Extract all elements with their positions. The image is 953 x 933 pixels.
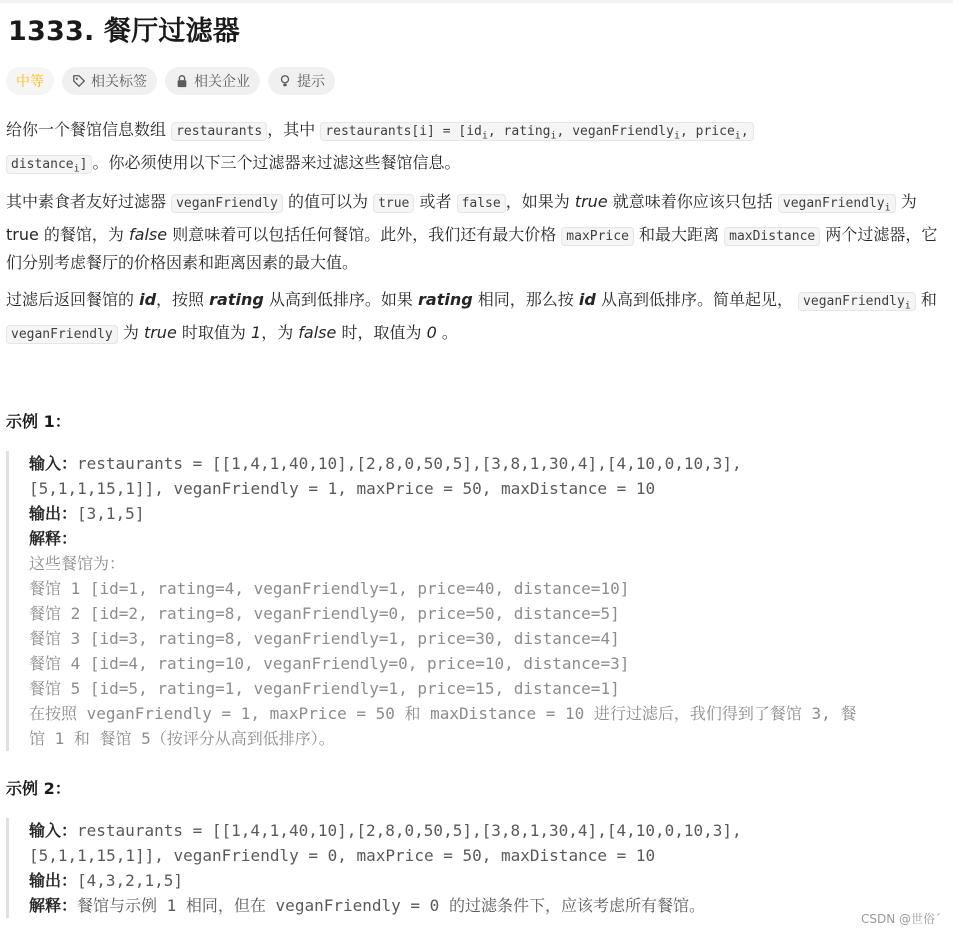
inline-code: veganFriendly [6, 325, 118, 344]
inline-code: distance$_i$] [6, 155, 92, 174]
example-1-block: 输入：restaurants = [[1,4,1,40,10],[2,8,0,50,5],[3,8,1,30,4],[4,10,0,10,3], [5,1,1,15,1]], veganFriendly = 1, maxPrice = 50, maxDistance = 10 输出：[3,1,5] 解释： 这些餐馆为： 餐馆 1 [id=1, rating=4, veganFriendly=1, price=40, distance=10] 餐馆 2 [id=2, rating=8, veganFriendly=0, price=50, distance=5] 餐馆 3 [id=3, rating=8, veganFriendly=1, price=30, distance=4] 餐馆 4 [id=4, rating=10, veganFriendly=0, price=10, distance=3] 餐馆 5 [id=5, rating=1, veganFriendly=1, price=15, distance=1] 在按照 veganFriendly = 1, maxPrice = 50 和 maxDistance = 10 进行过滤后，我们得到了餐馆 3, 餐 馆 1 和 餐馆 5（按评分从高到低排序）。 [6, 451, 941, 751]
hint-label: 提示 [297, 74, 325, 90]
top-divider [0, 0, 953, 3]
description-paragraph-2: 其中素食者友好过滤器 veganFriendly 的值可以为 true 或者 false ，如果为 true 就意味着你应该只包括 veganFriendly$_i$ 为 true 的餐馆，为 false 则意味着可以包括任何餐馆。此外，我们还有最大价格 maxPrice 和最大距离 maxDistance 两个过滤器，它们分别考虑餐厅的价格因素和距离因素的最大值。 [6, 192, 938, 272]
related-companies-button[interactable] [165, 67, 260, 95]
lock-icon [175, 74, 189, 88]
output-label: 输出： [29, 871, 78, 890]
example-1-heading: 示例 1： [6, 412, 71, 431]
related-topics-button[interactable] [62, 67, 157, 95]
inline-code: veganFriendly$_i$ [798, 292, 916, 311]
related-companies-label: 相关企业 [194, 74, 250, 90]
input-label: 输入： [29, 454, 78, 473]
explanation-label: 解释： [29, 529, 78, 548]
input-label: 输入： [29, 821, 78, 840]
inline-code: false [457, 194, 506, 213]
inline-code: restaurants[i] = [$id_i$, rating$_i$, veganFriendly$_i$, price$_i$, [320, 122, 753, 141]
inline-code: restaurants [171, 122, 267, 141]
tag-icon [72, 74, 86, 88]
explanation-label: 解释： [29, 896, 78, 915]
output-label: 输出： [29, 504, 78, 523]
example-2-heading: 示例 2： [6, 779, 71, 798]
inline-code: maxPrice [561, 227, 634, 246]
description-paragraph-3: 过滤后返回餐馆的 id，按照 rating 从高到低排序。如果 rating 相同，那么按 id 从高到低排序。简单起见， veganFriendly$_i$ 和 veganFriendly 为 true 时取值为 1，为 false 时，取值为 0 。 [6, 290, 937, 342]
difficulty-badge[interactable] [6, 67, 54, 95]
related-topics-label: 相关标签 [91, 74, 147, 90]
inline-code: maxDistance [724, 227, 820, 246]
tag-bar [6, 67, 335, 95]
difficulty-label: 中等 [16, 74, 44, 90]
watermark: CSDN @世俗ˊ [857, 910, 945, 927]
hint-button[interactable] [268, 67, 335, 95]
page-title: 1333. 餐厅过滤器 [8, 16, 241, 47]
inline-code: veganFriendly$_i$ [778, 194, 896, 213]
description-paragraph-1: 给你一个餐馆信息数组 restaurants ，其中 restaurants[i] = [$id_i$, rating$_i$, veganFriendly$_i$, price$_i$, distance$_i$] 。你必须使用以下三个过滤器来过滤这些餐馆信息。 [6, 117, 941, 182]
lightbulb-icon [278, 74, 292, 88]
example-2-block: 输入：restaurants = [[1,4,1,40,10],[2,8,0,50,5],[3,8,1,30,4],[4,10,0,10,3], [5,1,1,15,1]], veganFriendly = 0, maxPrice = 50, maxDistance = 10 输出：[4,3,2,1,5] 解释：餐馆与示例 1 相同，但在 veganFriendly = 0 的过滤条件下，应该考虑所有餐馆。 [6, 818, 941, 918]
inline-code: true [373, 194, 414, 213]
inline-code: veganFriendly [171, 194, 283, 213]
